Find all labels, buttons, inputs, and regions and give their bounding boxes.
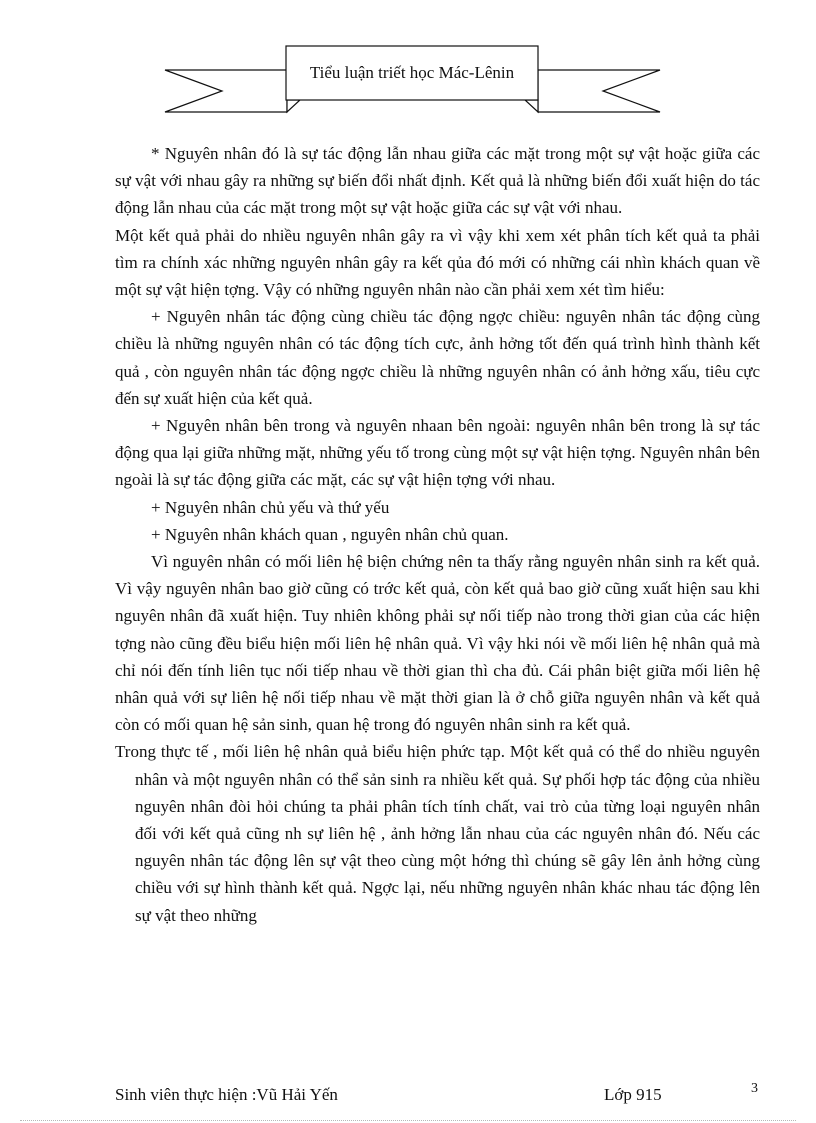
paragraph: + Nguyên nhân bên trong và nguyên nhaan bên ngoài: nguyên nhân bên trong là sự tác động qua lại giữa những mặt, những yếu tố trong cùng một sự vật hiện tợng. Nguyên nhân bên ngoài là sự tác động giữa các mặt, các sự vật hiện tợng với nhau. xyxy=(115,416,760,490)
header-banner xyxy=(0,0,816,140)
paragraph: + Nguyên nhân khách quan , nguyên nhân chủ quan. xyxy=(151,524,509,544)
paragraph: * Nguyên nhân đó là sự tác động lẫn nhau giữa các mặt trong một sự vật hoặc giữa các sự vật với nhau gây ra những sự biến đổi nhất định. Kết quả là những biến đổi xuất hiện do tác động lẫn nhau của các mặt trong một sự vật hoặc giữa các sự vật với nhau. xyxy=(115,144,760,218)
page-footer xyxy=(115,1083,760,1107)
page-bottom-edge xyxy=(20,1120,796,1121)
paragraph: Vì nguyên nhân có mối liên hệ biện chứng nên ta thấy rằng nguyên nhân sinh ra kết quả. Vì vậy nguyên nhân bao giờ cũng có trớc kết quả, còn kết quả bao giờ cũng xuất hiện sau khi nguyên nhân đã xuất hiện. Tuy nhiên không phải sự nối tiếp nào trong thời gian của các hiện tợng nào cũng đều biểu hiện mối liên hệ nhân quả. Vì vậy hki nói về mối liên hệ nhân quả mà chỉ nói đến tính liên tục nối tiếp nhau về thời gian thì cha đủ. Cái phân biệt giữa mối liên hệ nhân quả với sự liên hệ nối tiếp nhau về mặt thời gian là ở chỗ giữa nguyên nhân và kết quả còn có mối quan hệ sản sinh, quan hệ trong đó nguyên nhân sinh ra kết quả. xyxy=(115,552,760,735)
footer-author: Sinh viên thực hiện :Vũ Hải Yến xyxy=(115,1085,338,1104)
footer-class: Lớp 915 xyxy=(604,1085,662,1104)
header-title: Tiểu luận triết học Mác-Lênin xyxy=(309,63,515,82)
paragraph: Trong thực tế , mối liên hệ nhân quả biểu hiện phức tạp. Một kết quả có thể do nhiều nguyên nhân và một nguyên nhân có thể sản sinh ra nhiều kết quả. Sự phối hợp tác động của nhiều nguyên nhân đòi hỏi chúng ta phải phân tích tính chất, vai trò của từng loại nguyên nhân đối với kết quả cũng nh sự liên hệ , ảnh hởng lẫn nhau của các nguyên nhân đó. Nếu các nguyên nhân tác động lên sự vật theo cùng một hớng thì chúng sẽ gây lên ảnh hởng cùng chiều với sự hình thành kết quả. Ngợc lại, nếu những nguyên nhân khác nhau tác động lên sự vật theo những xyxy=(115,742,760,925)
paragraph: + Nguyên nhân tác động cùng chiều tác động ngợc chiều: nguyên nhân tác động cùng chiều là những nguyên nhân có tác động tích cực, ảnh hởng tốt đến quá trình hình thành kết quả , còn nguyên nhân tác động ngợc chiều là những nguyên nhân có ảnh hởng xấu, tiêu cực đến sự xuất hiện của kết quả. xyxy=(115,307,760,408)
document-body xyxy=(115,140,760,929)
paragraph: Một kết quả phải do nhiều nguyên nhân gây ra vì vậy khi xem xét phân tích kết quả ta phải tìm ra chính xác những nguyên nhân gây ra kết qủa đó mới có những cái nhìn khách quan về một sự vật hiện tợng. Vậy có những nguyên nhân nào cần phải xem xét tìm hiểu: xyxy=(115,225,760,300)
page-number: 3 xyxy=(751,1081,758,1096)
paragraph: + Nguyên nhân chủ yếu và thứ yếu xyxy=(151,497,390,517)
